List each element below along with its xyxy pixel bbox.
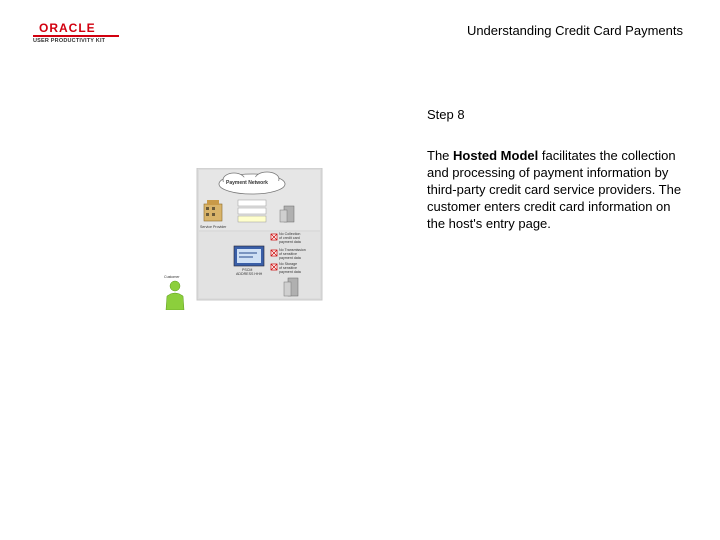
host-screen-icon <box>234 246 264 266</box>
cloud-label: Payment Network <box>226 180 268 186</box>
description-intro: The <box>427 148 454 163</box>
customer-icon <box>166 281 184 310</box>
restriction-note: No Transmission of sensitive payment data <box>279 248 306 260</box>
restriction-note: No Collection of credit card payment data <box>279 232 301 244</box>
step-description <box>427 147 685 232</box>
logo-wordmark: ORACLE <box>39 21 96 35</box>
hosted-model-diagram <box>162 168 324 310</box>
restriction-icons <box>271 234 277 270</box>
step-label: Step 8 <box>427 107 465 122</box>
host-label-2: ADDRESS HHH <box>236 272 263 276</box>
payment-form-icon <box>238 200 266 222</box>
page-title: Understanding Credit Card Payments <box>466 23 683 38</box>
description-term: Hosted Model <box>453 148 539 163</box>
logo-subtitle: USER PRODUCTIVITY KIT <box>33 38 106 44</box>
customer-label: Customer <box>164 275 180 279</box>
description-rest: facilitates the collection and processing of payment information by third-party credit card service providers. The customer enters credit card information on the host's entry page. <box>427 148 682 231</box>
oracle-logo <box>33 22 125 48</box>
restriction-note: No Storage of sensitive payment data <box>279 262 301 274</box>
host-label-1: PSCM <box>242 268 253 272</box>
provider-label: Service Provider <box>200 225 227 229</box>
